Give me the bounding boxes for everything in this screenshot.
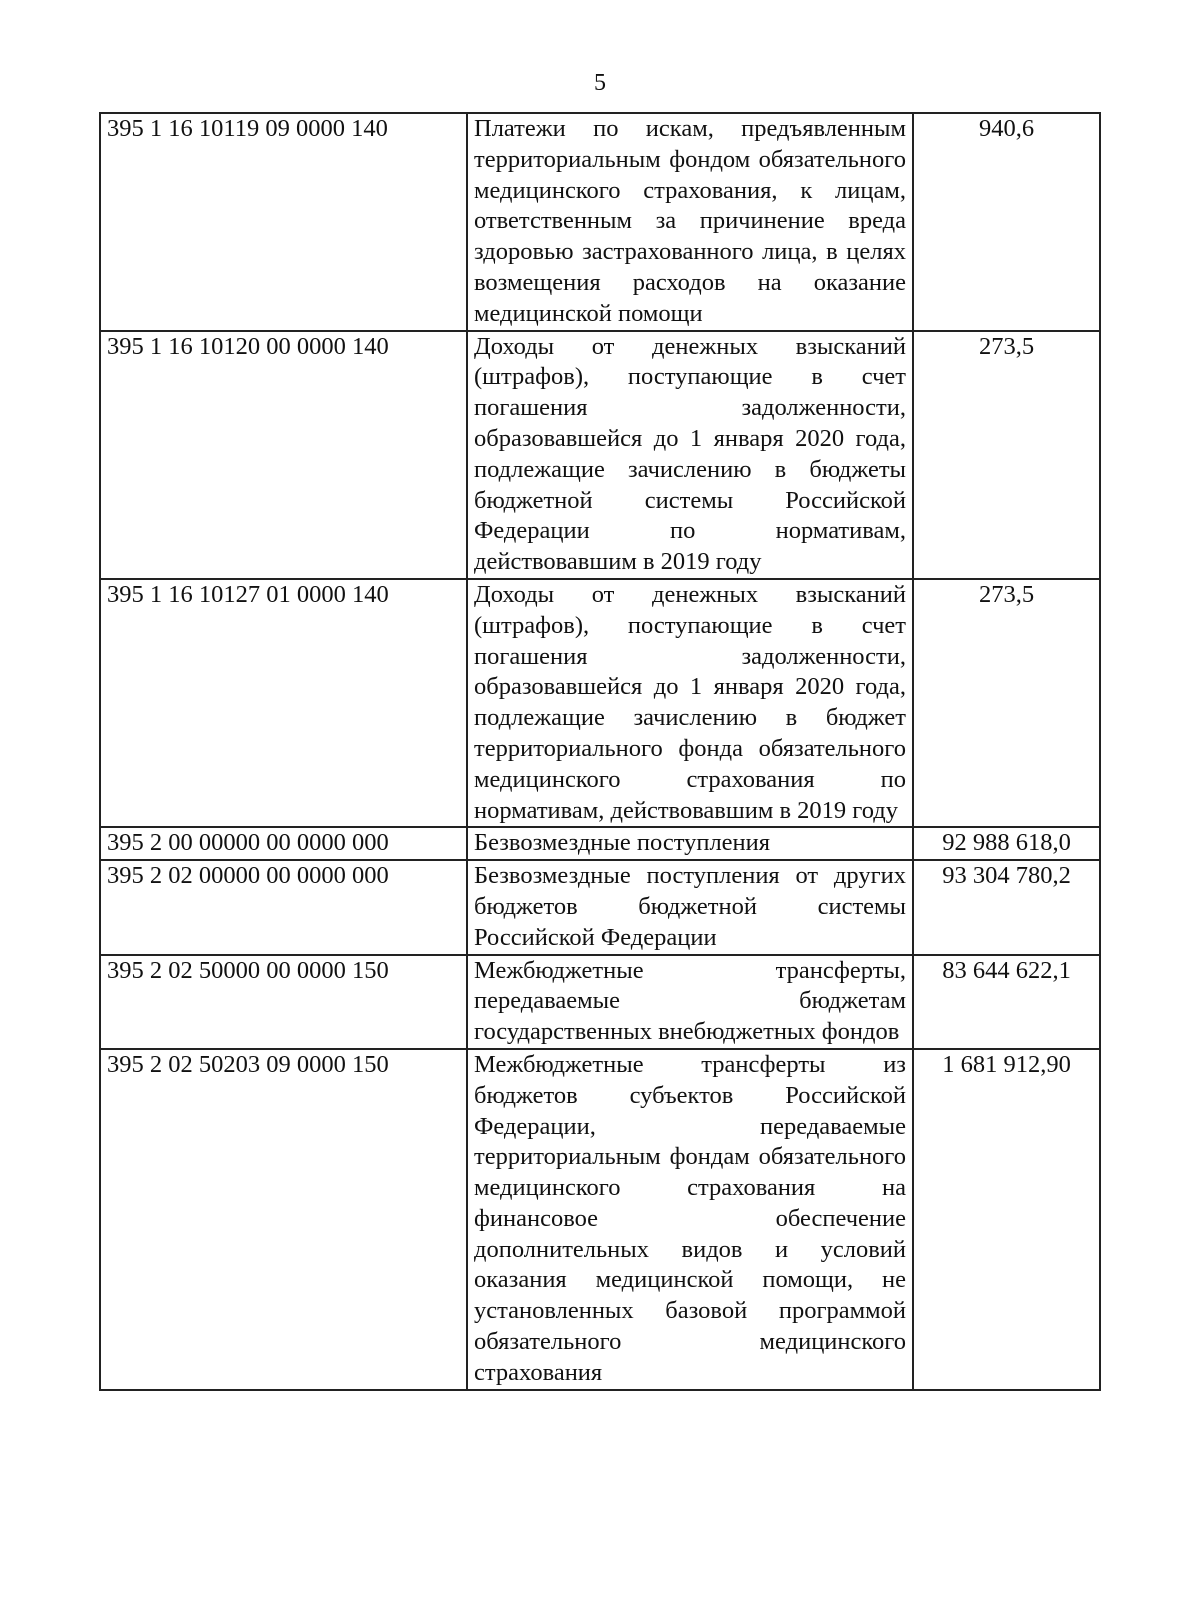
revenue-amount: 940,6	[913, 113, 1100, 331]
revenue-amount: 92 988 618,0	[913, 827, 1100, 860]
table-row	[100, 113, 1100, 331]
revenue-name: Доходы от денежных взысканий (штрафов), поступающие в счет погашения задолженности, образовавшейся до 1 января 2020 года, подлежащие зачислению в бюджет территориального фонда обязательного медицинского страхования по нормативам, действовавшим в 2019 году	[467, 579, 913, 827]
revenue-amount: 273,5	[913, 579, 1100, 827]
table-row	[100, 955, 1100, 1049]
classification-code: 395 1 16 10120 00 0000 140	[100, 331, 467, 579]
classification-code: 395 2 02 50000 00 0000 150	[100, 955, 467, 1049]
revenue-name: Безвозмездные поступления от других бюджетов бюджетной системы Российской Федерации	[467, 860, 913, 954]
table-row	[100, 1049, 1100, 1390]
classification-code: 395 2 00 00000 00 0000 000	[100, 827, 467, 860]
revenue-name: Межбюджетные трансферты, передаваемые бюджетам государственных внебюджетных фондов	[467, 955, 913, 1049]
table-row	[100, 827, 1100, 860]
revenue-name: Платежи по искам, предъявленным территориальным фондом обязательного медицинского страхования, к лицам, ответственным за причинение вреда здоровью застрахованного лица, в целях возмещения расходов на оказание медицинской помощи	[467, 113, 913, 331]
classification-code: 395 2 02 50203 09 0000 150	[100, 1049, 467, 1390]
table-row	[100, 331, 1100, 579]
revenue-name: Межбюджетные трансферты из бюджетов субъектов Российской Федерации, передаваемые территориальным фондам обязательного медицинского страхования на финансовое обеспечение дополнительных видов и условий оказания медицинской помощи, не установленных базовой программой обязательного медицинского страхования	[467, 1049, 913, 1390]
revenue-amount: 1 681 912,90	[913, 1049, 1100, 1390]
revenue-name: Доходы от денежных взысканий (штрафов), поступающие в счет погашения задолженности, образовавшейся до 1 января 2020 года, подлежащие зачислению в бюджеты бюджетной системы Российской Федерации по нормативам, действовавшим в 2019 году	[467, 331, 913, 579]
table-row	[100, 579, 1100, 827]
revenue-amount: 273,5	[913, 331, 1100, 579]
revenue-amount: 83 644 622,1	[913, 955, 1100, 1049]
budget-revenue-table	[99, 112, 1101, 1391]
classification-code: 395 1 16 10119 09 0000 140	[100, 113, 467, 331]
page-number: 5	[594, 70, 606, 96]
table-row	[100, 860, 1100, 954]
classification-code: 395 2 02 00000 00 0000 000	[100, 860, 467, 954]
classification-code: 395 1 16 10127 01 0000 140	[100, 579, 467, 827]
revenue-amount: 93 304 780,2	[913, 860, 1100, 954]
revenue-name: Безвозмездные поступления	[467, 827, 913, 860]
